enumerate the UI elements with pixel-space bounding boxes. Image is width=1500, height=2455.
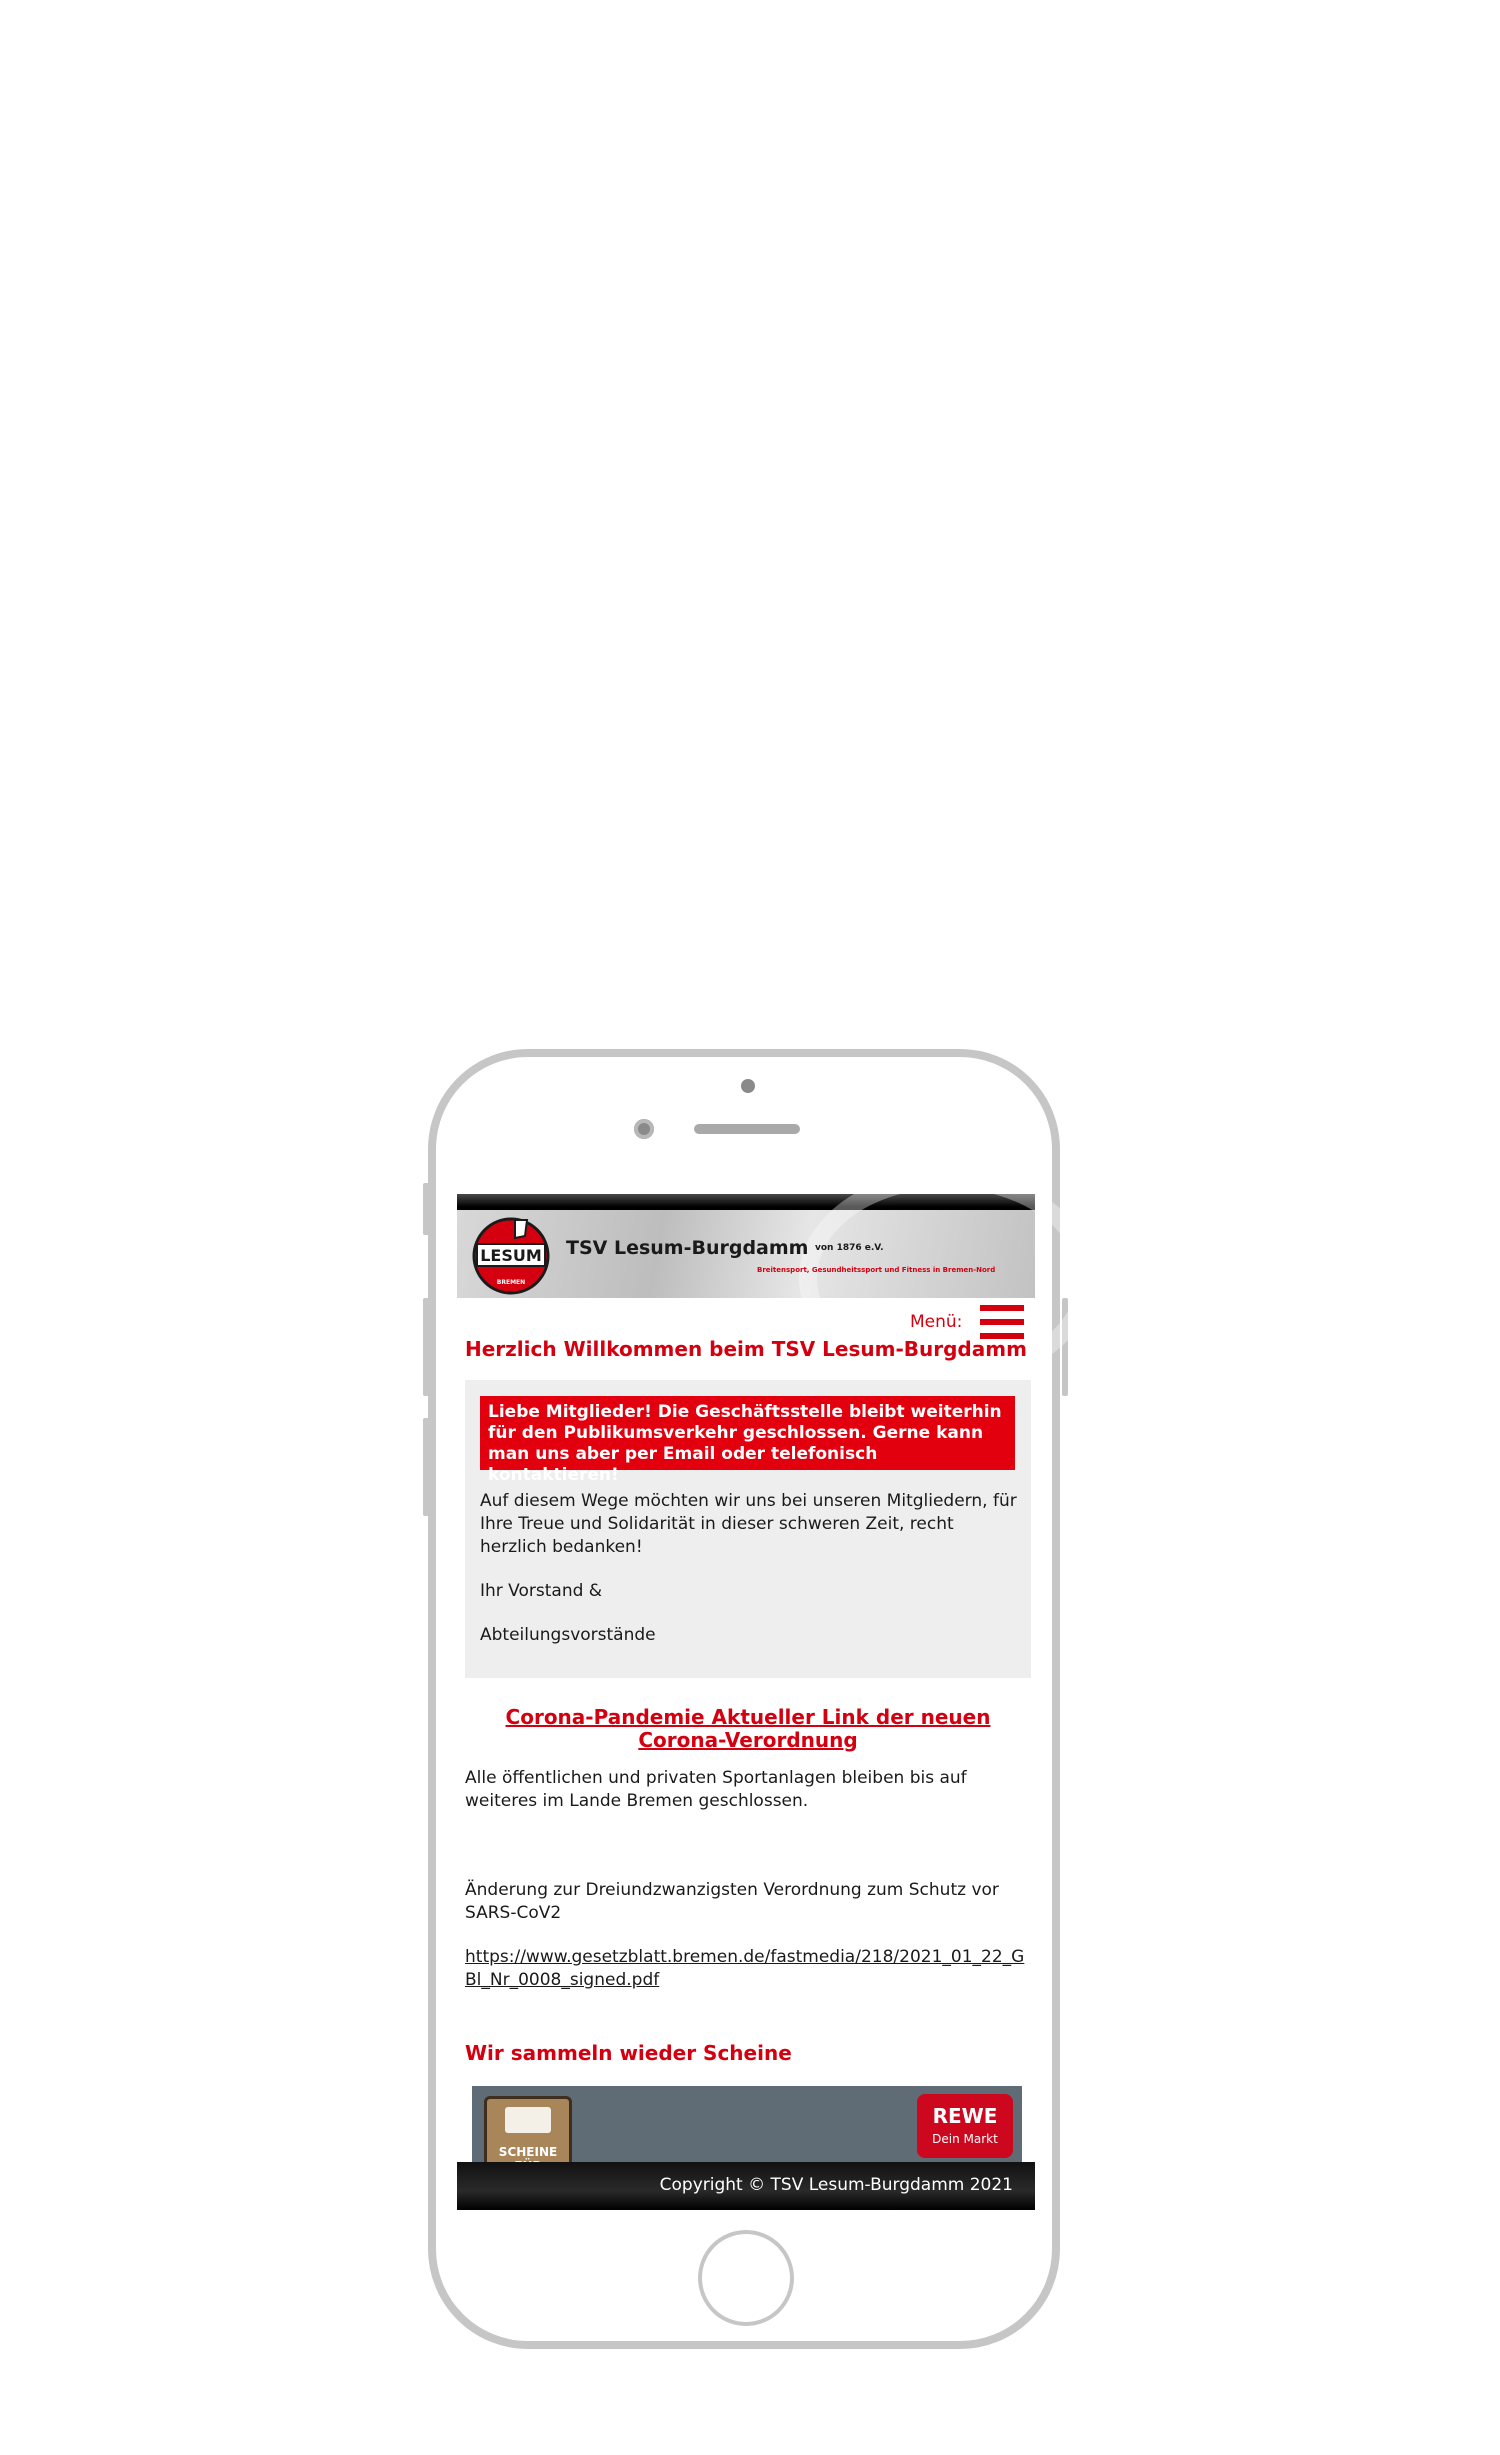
scheine-badge-text: SCHEINE (498, 2145, 558, 2159)
hamburger-icon[interactable] (980, 1305, 1024, 1341)
notice-box (465, 1380, 1031, 1678)
menu-label[interactable]: Menü: (910, 1312, 963, 1332)
sports-closure-text: Alle öffentlichen und privaten Sportanlagen bleiben bis auf weiteres im Lande Bremen geschlossen. (465, 1768, 967, 1811)
volume-up-button (423, 1298, 429, 1396)
thanks-paragraph: Auf diesem Wege möchten wir uns bei unseren Mitgliedern, für Ihre Treue und Solidarität in dieser schweren Zeit, recht herzlich bedanken! (480, 1491, 1017, 1557)
proximity-sensor (741, 1079, 755, 1093)
site-footer (457, 2162, 1035, 2210)
notice-text (480, 1490, 1020, 1668)
hamburger-bar (980, 1305, 1024, 1311)
site-header[interactable] (457, 1210, 1035, 1298)
corona-link[interactable]: Corona-Pandemie Aktueller Link der neuen Corona-Verordnung (505, 1705, 991, 1752)
club-logo-icon[interactable] (471, 1214, 551, 1294)
alert-banner: Liebe Mitglieder! Die Geschäftsstelle bleibt weiterhin für den Publikumsverkehr geschlossen. Gerne kann man uns aber per Email oder telefonisch kontaktieren! (480, 1396, 1015, 1470)
earpiece-speaker (694, 1124, 800, 1134)
scheine-heading: Wir sammeln wieder Scheine (465, 2041, 792, 2065)
silent-switch (423, 1183, 429, 1235)
logo-subtext: BREMEN (496, 1279, 526, 1286)
phone-screen (457, 1194, 1035, 2210)
logo-text: LESUM (480, 1246, 542, 1265)
scheine-badge-icon (484, 2096, 572, 2166)
gesetzblatt-link-text[interactable]: https://www.gesetzblatt.bremen.de/fastmedia/218/2021_01_22_GBl_Nr_0008_signed.pdf (465, 1947, 1025, 1990)
welcome-heading: Herzlich Willkommen beim TSV Lesum-Burgdamm (465, 1337, 1027, 1361)
amendment-text: Änderung zur Dreiundzwanzigsten Verordnung zum Schutz vor SARS-CoV2 (465, 1880, 999, 1923)
signature-line-2: Abteilungsvorstände (480, 1625, 656, 1645)
rewe-logo (917, 2094, 1013, 2158)
home-button[interactable] (698, 2230, 794, 2326)
signature-line-1: Ihr Vorstand & (480, 1581, 603, 1601)
rewe-brand-sub: Dein Markt (932, 2132, 998, 2146)
copyright-text: Copyright © TSV Lesum-Burgdamm 2021 (659, 2175, 1013, 2195)
hamburger-bar (980, 1319, 1024, 1325)
site-tagline: Breitensport, Gesundheitssport und Fitness in Bremen-Nord (757, 1266, 996, 1274)
cards-icon (505, 2107, 551, 2133)
site-subtitle: von 1876 e.V. (815, 1243, 884, 1253)
volume-down-button (423, 1418, 429, 1516)
rewe-brand: REWE (932, 2104, 998, 2128)
scheine-banner[interactable] (472, 2086, 1022, 2166)
site-title[interactable]: TSV Lesum-Burgdamm (566, 1237, 809, 1259)
gesetzblatt-link[interactable] (465, 1946, 1031, 1992)
front-camera-icon (634, 1119, 654, 1139)
